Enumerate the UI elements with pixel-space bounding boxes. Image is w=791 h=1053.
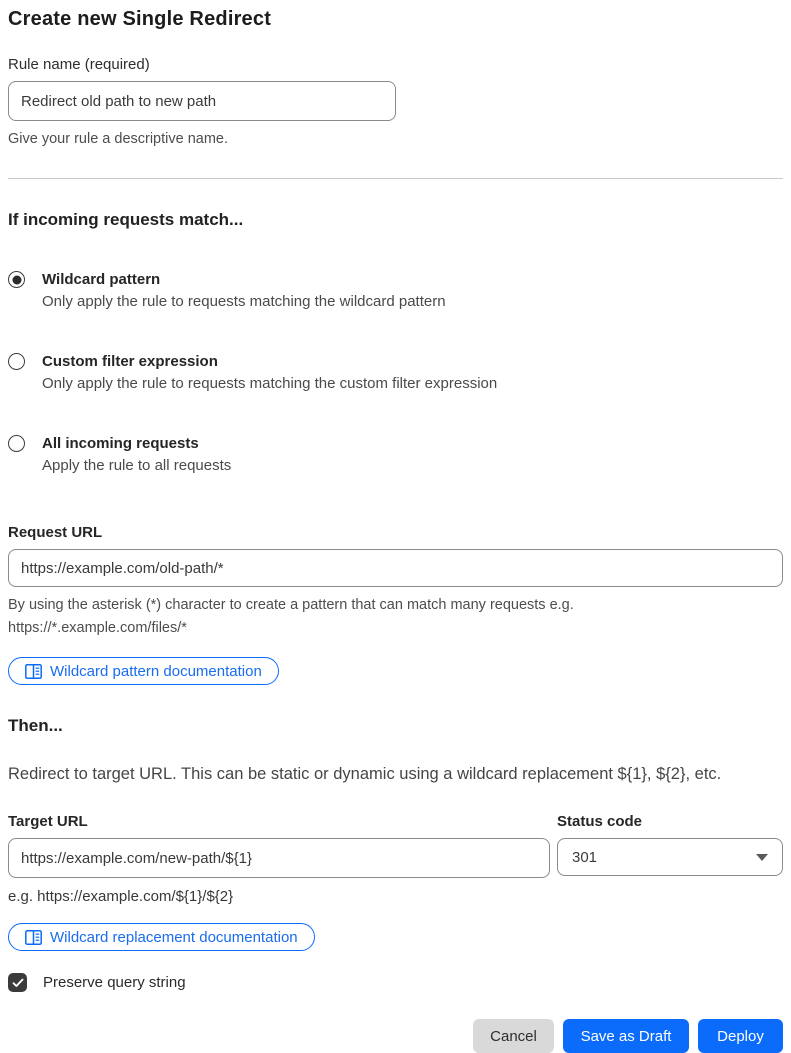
request-url-group <box>8 524 783 685</box>
rule-name-helper: Give your rule a descriptive name. <box>8 131 229 147</box>
target-url-label: Target URL <box>8 813 88 830</box>
target-url-input[interactable] <box>8 838 550 878</box>
target-status-row <box>8 813 783 905</box>
footer-actions <box>8 1019 783 1053</box>
match-section-heading: If incoming requests match... <box>8 210 244 229</box>
radio-option-custom-filter-expression[interactable] <box>8 351 783 396</box>
target-url-group <box>8 813 550 905</box>
request-url-input[interactable] <box>8 549 783 587</box>
radio-button-selected[interactable] <box>8 271 25 288</box>
deploy-button[interactable]: Deploy <box>698 1019 783 1053</box>
radio-button[interactable] <box>8 353 25 370</box>
save-as-draft-button[interactable]: Save as Draft <box>563 1019 689 1053</box>
preserve-query-string-row[interactable] <box>8 973 783 992</box>
chevron-down-icon <box>756 854 768 861</box>
preserve-query-string-label: Preserve query string <box>43 974 186 991</box>
book-icon <box>25 664 42 679</box>
rule-name-input[interactable] <box>8 81 396 121</box>
status-code-label: Status code <box>557 813 643 830</box>
wildcard-replacement-documentation-button[interactable] <box>8 923 315 951</box>
status-code-group <box>557 813 783 905</box>
status-code-selected-value: 301 <box>572 848 598 866</box>
rule-name-label: Rule name (required) <box>8 56 150 73</box>
radio-description: Apply the rule to all requests <box>42 457 232 474</box>
radio-label: Wildcard pattern <box>42 271 161 288</box>
then-description: Redirect to target URL. This can be static or dynamic using a wildcard replacement ${1}, ${2}, etc. <box>8 765 722 783</box>
request-url-helper <box>8 594 783 640</box>
section-divider <box>8 178 783 179</box>
radio-label: All incoming requests <box>42 435 199 452</box>
request-url-helper-line2: https://*.example.com/files/* <box>8 620 187 636</box>
radio-description: Only apply the rule to requests matching the custom filter expression <box>42 375 498 392</box>
radio-option-wildcard-pattern[interactable] <box>8 269 783 314</box>
checkbox-checked[interactable] <box>8 973 27 992</box>
wildcard-pattern-documentation-button[interactable] <box>8 657 279 685</box>
status-code-select[interactable] <box>557 838 783 876</box>
match-options-radio-group <box>8 269 783 478</box>
radio-description: Only apply the rule to requests matching the wildcard pattern <box>42 293 446 310</box>
cancel-button[interactable]: Cancel <box>473 1019 554 1053</box>
doc-button-label: Wildcard pattern documentation <box>50 662 262 680</box>
doc-button-label: Wildcard replacement documentation <box>50 928 298 946</box>
book-icon <box>25 930 42 945</box>
request-url-helper-line1: By using the asterisk (*) character to create a pattern that can match many requests e.g. <box>8 597 574 613</box>
page-title: Create new Single Redirect <box>8 8 272 30</box>
radio-label: Custom filter expression <box>42 353 218 370</box>
then-section-heading: Then... <box>8 716 63 735</box>
radio-option-all-incoming-requests[interactable] <box>8 433 783 478</box>
target-url-helper: e.g. https://example.com/${1}/${2} <box>8 888 234 905</box>
radio-button[interactable] <box>8 435 25 452</box>
request-url-label: Request URL <box>8 524 103 541</box>
rule-name-group <box>8 56 783 151</box>
